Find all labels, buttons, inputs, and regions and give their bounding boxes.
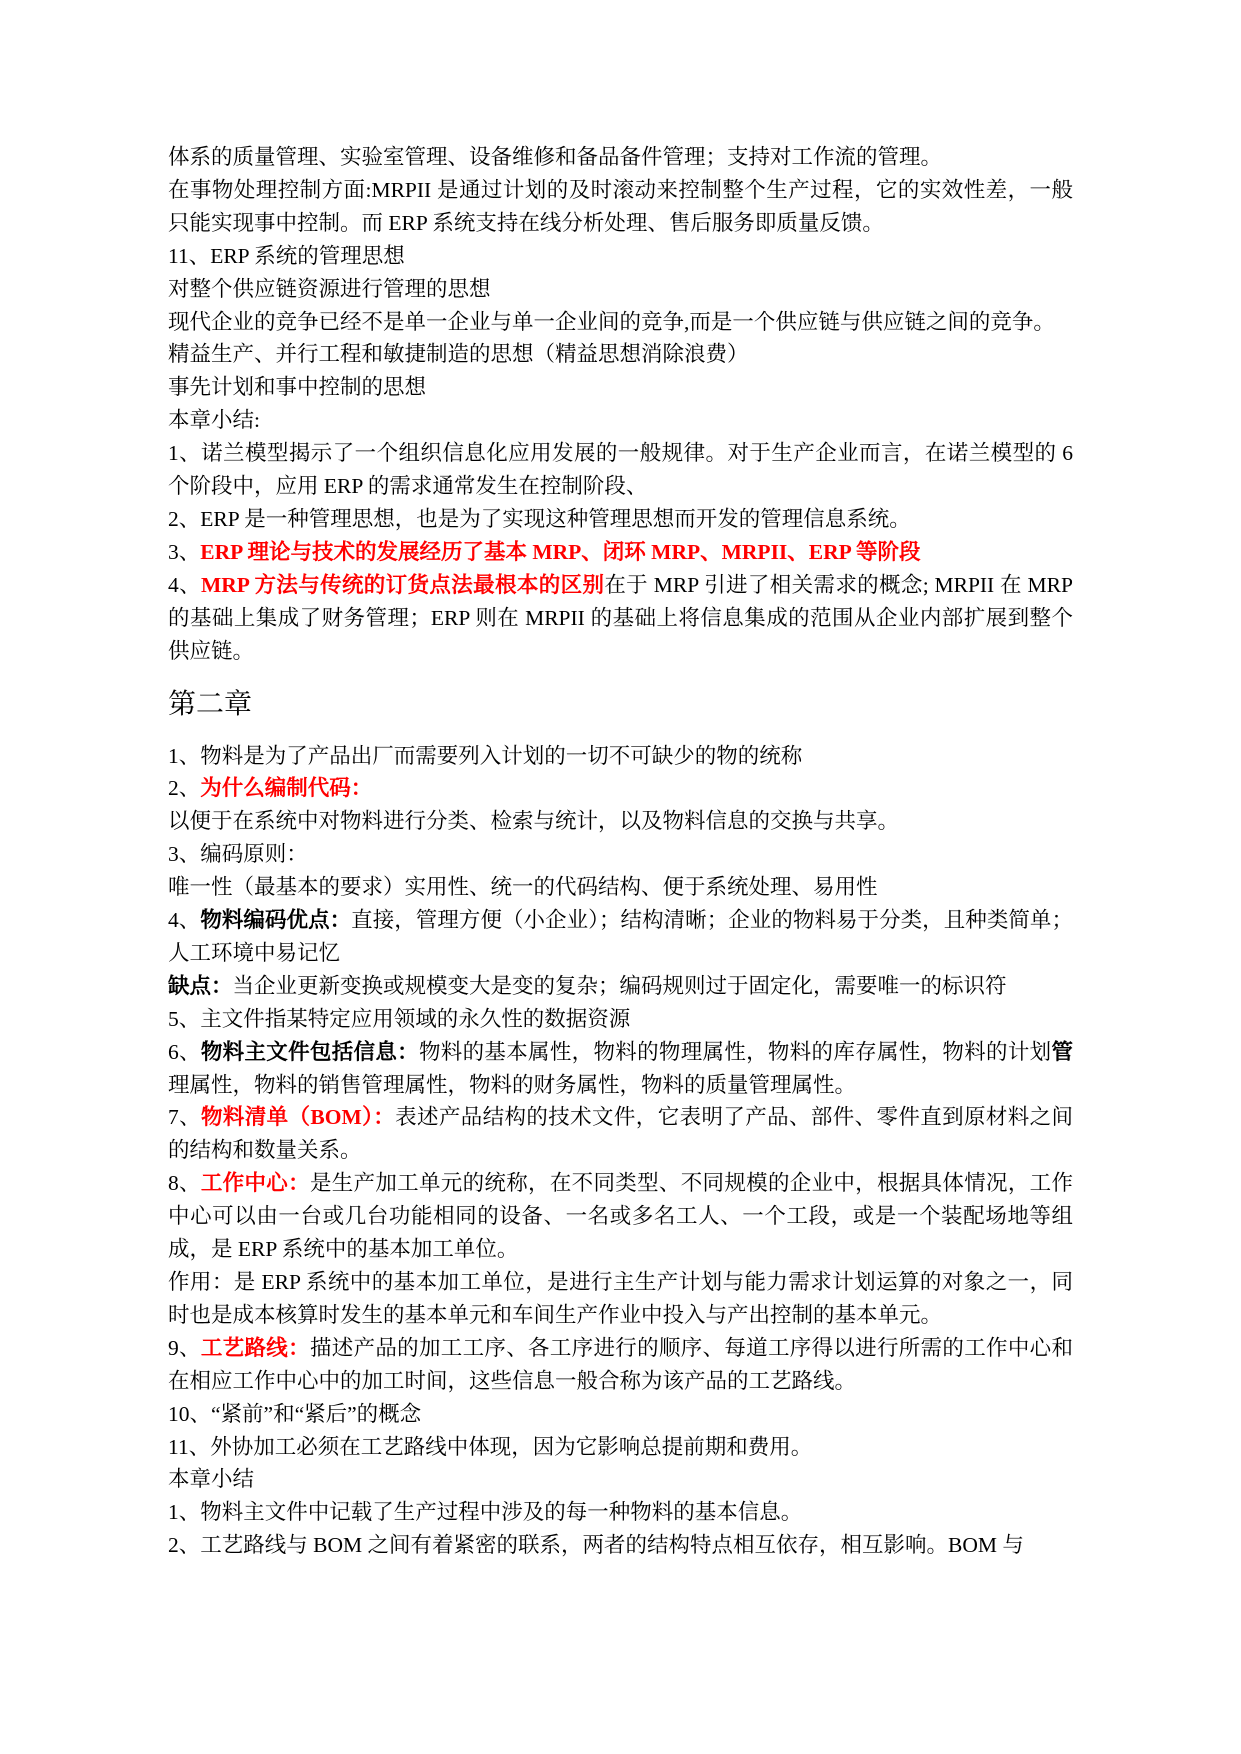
text-run: 1、物料主文件中记载了生产过程中涉及的每一种物料的基本信息。 <box>168 1500 803 1525</box>
text-run: 描述产品的加工工序、各工序进行的顺序、每道工序得以进行所需的工作中心和在相应工作中心中的加工时间，这些信息一般合称为该产品的工艺路线。 <box>168 1335 1073 1393</box>
paragraph <box>168 871 1073 904</box>
paragraph <box>168 1101 1073 1167</box>
text-run: 直接，管理方便（小企业）；结构清晰；企业的物料易于分类，且种类简单；人工环境中易记忆 <box>168 908 1073 965</box>
text-run: 物料清单（BOM）： <box>201 1105 396 1130</box>
text-run: 5、主文件指某特定应用领域的永久性的数据资源 <box>168 1006 631 1031</box>
text-run: 对整个供应链资源进行管理的思想 <box>168 276 491 301</box>
text-run: 事先计划和事中控制的思想 <box>168 375 427 400</box>
paragraph <box>168 1266 1073 1332</box>
paragraph <box>168 1332 1073 1398</box>
paragraph <box>168 1431 1073 1464</box>
paragraph <box>168 503 1073 536</box>
paragraph <box>168 1529 1073 1562</box>
text-run: 物料编码优点： <box>200 908 352 933</box>
text-run: 11、ERP 系统的管理思想 <box>168 243 405 268</box>
paragraph <box>168 1036 1073 1102</box>
text-run: 管 <box>1051 1039 1073 1064</box>
text-run: 本章小结 <box>168 1467 255 1492</box>
paragraph <box>168 240 1073 273</box>
paragraph <box>168 273 1073 306</box>
text-run: MRP 方法与传统的订货点法最根本的区别 <box>200 572 605 597</box>
text-run: 作用：是 ERP 系统中的基本加工单位，是进行主生产计划与能力需求计划运算的对象之一，同时也是成本核算时发生的基本单元和车间生产作业中投入与产出控制的基本单元。 <box>168 1270 1073 1327</box>
text-run: 缺点： <box>168 973 233 998</box>
text-run: 1、诺兰模型揭示了一个组织信息化应用发展的一般规律。对于生产企业而言，在诺兰模型的 6 个阶段中，应用 ERP 的需求通常发生在控制阶段、 <box>168 441 1073 499</box>
text-run: 工作中心： <box>200 1171 310 1196</box>
paragraph <box>168 1463 1073 1496</box>
chapter-heading <box>168 682 1073 728</box>
paragraph <box>168 1496 1073 1529</box>
paragraph <box>168 805 1073 838</box>
paragraph <box>168 536 1073 569</box>
text-run: 在于 MRP 引进了相关需求的概念; MRPII 在 MRP 的基础上集成了财务管理；ERP 则在 MRPII 的基础上将信息集成的范围从企业内部扩展到整个供应链。 <box>168 572 1073 663</box>
text-run: 2、ERP 是一种管理思想，也是为了实现这种管理思想而开发的管理信息系统。 <box>168 506 911 531</box>
text-run: 精益生产、并行工程和敏捷制造的思想（精益思想消除浪费） <box>168 342 749 367</box>
text-run: 以便于在系统中对物料进行分类、检索与统计，以及物料信息的交换与共享。 <box>168 809 900 834</box>
text-run: 表述产品结构的技术文件，它表明了产品、部件、零件直到原材料之间的结构和数量关系。 <box>168 1105 1073 1163</box>
text-run: 为什么编制代码： <box>200 776 373 801</box>
paragraph <box>168 772 1073 805</box>
text-run: 本章小结: <box>168 408 260 433</box>
paragraph <box>168 740 1073 773</box>
text-run: 4、 <box>168 908 201 933</box>
text-run: 第二章 <box>168 688 253 720</box>
text-run: 9、 <box>168 1335 201 1360</box>
text-run: 现代企业的竞争已经不是单一企业与单一企业间的竞争,而是一个供应链与供应链之间的竞争。 <box>168 309 1055 334</box>
paragraph <box>168 338 1073 371</box>
text-run: 6、 <box>168 1039 201 1064</box>
text-run: 是生产加工单元的统称，在不同类型、不同规模的企业中，根据具体情况，工作中心可以由一台或几台功能相同的设备、一名或多名工人、一个工段，或是一个装配场地等组成，是 ERP 系统中的基本加工单位。 <box>168 1171 1073 1262</box>
text-run: 11、外协加工必须在工艺路线中体现，因为它影响总提前期和费用。 <box>168 1434 813 1459</box>
text-run: 在事物处理控制方面:MRPII 是通过计划的及时滚动来控制整个生产过程，它的实效性差，一般只能实现事中控制。而 ERP 系统支持在线分析处理、售后服务即质量反馈。 <box>168 177 1073 235</box>
paragraph <box>168 1167 1073 1266</box>
text-run: 唯一性（最基本的要求）实用性、统一的代码结构、便于系统处理、易用性 <box>168 875 878 900</box>
paragraph <box>168 1003 1073 1036</box>
text-run: 2、工艺路线与 BOM 之间有着紧密的联系，两者的结构特点相互依存，相互影响。BOM 与 <box>168 1533 1024 1558</box>
text-run: 3、 <box>168 539 201 564</box>
text-run: 10、“紧前”和“紧后”的概念 <box>168 1401 422 1426</box>
paragraph <box>168 141 1073 174</box>
text-run: 2、 <box>168 776 201 801</box>
text-run: 3、编码原则： <box>168 842 308 867</box>
paragraph <box>168 838 1073 871</box>
paragraph <box>168 404 1073 437</box>
paragraph <box>168 970 1073 1003</box>
paragraph <box>168 174 1073 240</box>
text-run: 物料主文件包括信息： <box>200 1039 419 1064</box>
text-run: 工艺路线： <box>200 1335 310 1360</box>
text-run: 4、 <box>168 572 201 597</box>
paragraph <box>168 371 1073 404</box>
paragraph <box>168 904 1073 970</box>
paragraph <box>168 437 1073 503</box>
text-run: ERP 理论与技术的发展经历了基本 MRP、闭环 MRP、MRPII、ERP 等阶段 <box>200 539 921 564</box>
text-run: 7、 <box>168 1105 202 1130</box>
paragraph <box>168 569 1073 668</box>
text-run: 理属性，物料的销售管理属性，物料的财务属性，物料的质量管理属性。 <box>168 1072 857 1097</box>
text-run: 当企业更新变换或规模变大是变的复杂；编码规则过于固定化，需要唯一的标识符 <box>232 973 1007 998</box>
paragraph <box>168 1398 1073 1431</box>
text-run: 物料的基本属性，物料的物理属性，物料的库存属性，物料的计划 <box>418 1039 1052 1064</box>
text-run: 体系的质量管理、实验室管理、设备维修和备品备件管理；支持对工作流的管理。 <box>168 145 943 169</box>
paragraph <box>168 306 1073 339</box>
text-run: 8、 <box>168 1171 201 1196</box>
text-run: 1、物料是为了产品出厂而需要列入计划的一切不可缺少的物的统称 <box>168 743 803 768</box>
